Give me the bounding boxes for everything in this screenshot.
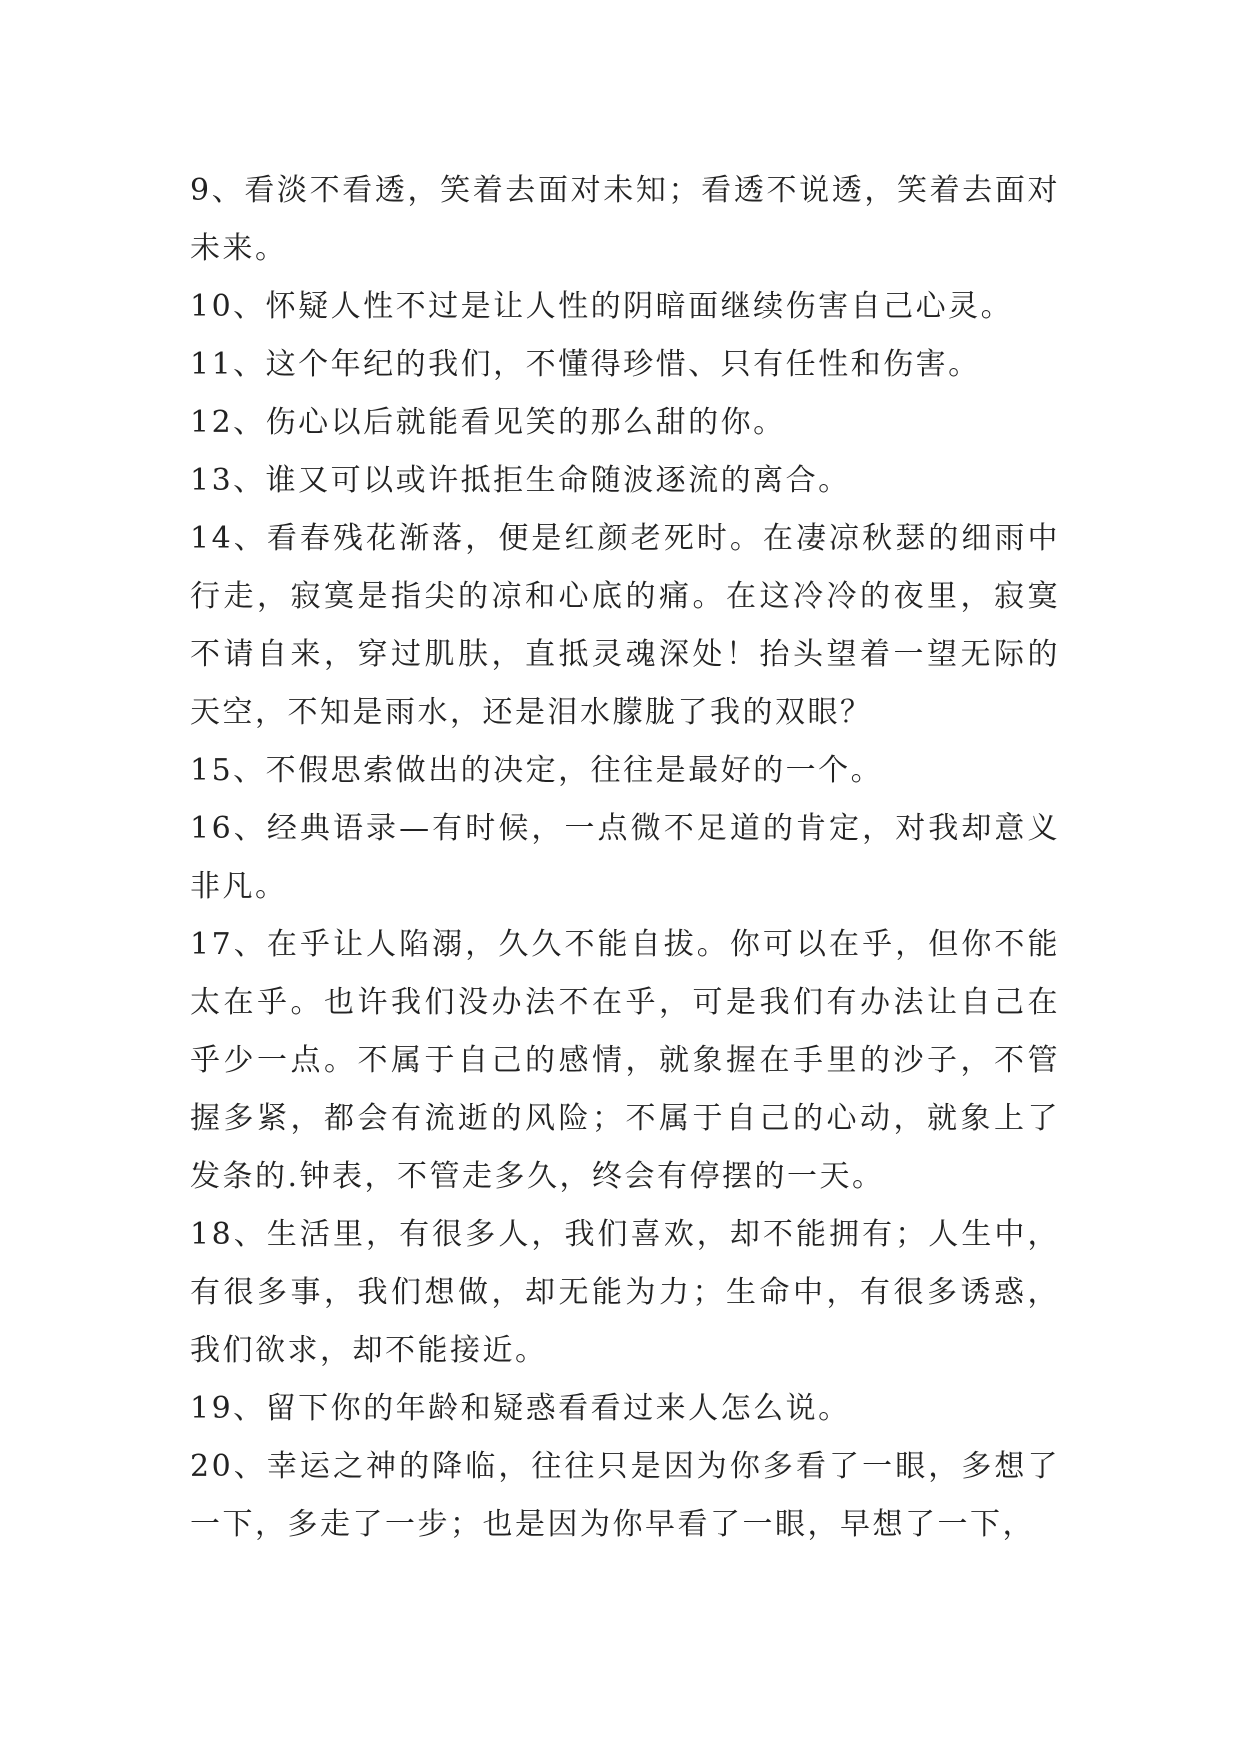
paragraph-17: 17、在乎让人陷溺，久久不能自拔。你可以在乎，但你不能太在乎。也许我们没办法不在乎，可是我们有办法让自己在乎少一点。不属于自己的感情，就象握在手里的沙子，不管握多紧，都会有流逝的风险；不属于自己的心动，就象上了发条的.钟表，不管走多久，终会有停摆的一天。 — [190, 927, 1060, 1194]
paragraph-18: 18、生活里，有很多人，我们喜欢，却不能拥有；人生中，有很多事，我们想做，却无能为力；生命中，有很多诱惑，我们欲求，却不能接近。 — [190, 1217, 1060, 1368]
paragraph-20: 20、幸运之神的降临，往往只是因为你多看了一眼，多想了一下，多走了一步；也是因为你早看了一眼，早想了一下， — [190, 1449, 1060, 1542]
paragraph-10: 10、怀疑人性不过是让人性的阴暗面继续伤害自己心灵。 — [190, 289, 1014, 324]
document-body — [190, 162, 1060, 1554]
paragraph-16: 16、经典语录—有时候，一点微不足道的肯定，对我却意义非凡。 — [190, 811, 1060, 904]
paragraph-19: 19、留下你的年龄和疑惑看看过来人怎么说。 — [190, 1391, 851, 1426]
paragraph-14: 14、看春残花渐落，便是红颜老死时。在凄凉秋瑟的细雨中行走，寂寞是指尖的凉和心底的痛。在这冷冷的夜里，寂寞不请自来，穿过肌肤，直抵灵魂深处！抬头望着一望无际的天空，不知是雨水，还是泪水朦胧了我的双眼？ — [190, 521, 1060, 730]
paragraph-12: 12、伤心以后就能看见笑的那么甜的你。 — [190, 405, 786, 440]
paragraph-9: 9、看淡不看透，笑着去面对未知；看透不说透，笑着去面对未来。 — [190, 173, 1060, 266]
paragraph-11: 11、这个年纪的我们，不懂得珍惜、只有任性和伤害。 — [190, 347, 981, 382]
paragraph-13: 13、谁又可以或许抵拒生命随波逐流的离合。 — [190, 463, 851, 498]
paragraph-15: 15、不假思索做出的决定，往往是最好的一个。 — [190, 753, 884, 788]
